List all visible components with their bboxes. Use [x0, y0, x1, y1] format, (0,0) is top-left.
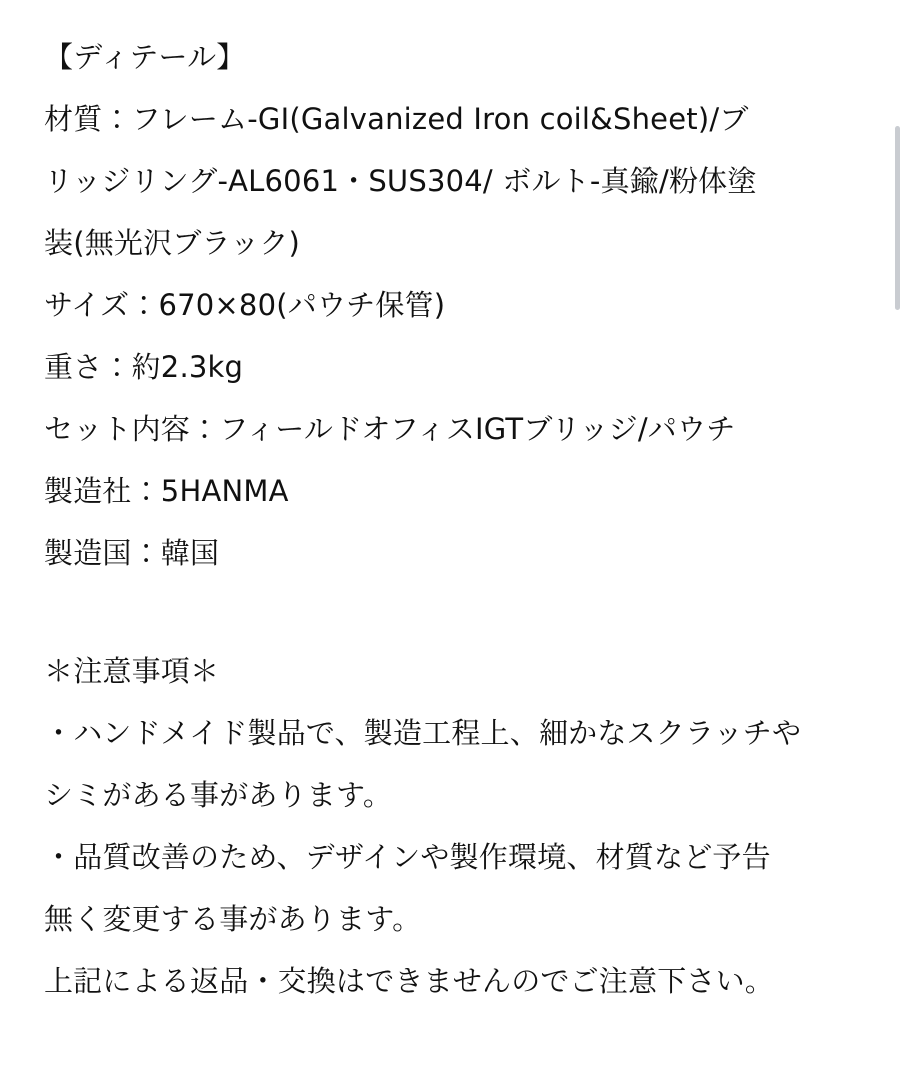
notice-line: シミがある事があります。	[44, 778, 393, 812]
notice-line: 無く変更する事があります。	[44, 902, 422, 936]
notice-line: ・品質改善のため、デザインや製作環境、材質など予告	[44, 840, 771, 874]
detail-line: 製造国：韓国	[44, 536, 220, 570]
detail-line: 材質：フレーム-GI(Galvanized Iron coil&Sheet)/ブ	[44, 102, 749, 136]
notice-heading: ＊注意事項＊	[44, 654, 220, 688]
notice-line: ・ハンドメイド製品で、製造工程上、細かなスクラッチや	[44, 716, 802, 750]
detail-line: リッジリング-AL6061・SUS304/ ボルト-真鍮/粉体塗	[44, 164, 757, 198]
detail-heading: 【ディテール】	[44, 40, 246, 74]
detail-line: 重さ：約2.3kg	[44, 350, 244, 384]
detail-line: 製造社：5HANMA	[44, 474, 289, 508]
section-gap	[44, 584, 860, 640]
scrollbar-thumb[interactable]	[895, 126, 900, 310]
detail-section	[44, 26, 860, 584]
notice-section	[44, 640, 860, 1012]
notice-line: 上記による返品・交換はできませんのでご注意下さい。	[44, 964, 775, 998]
detail-line: セット内容：フィールドオフィスIGTブリッジ/パウチ	[44, 412, 736, 446]
detail-line: サイズ：670×80(パウチ保管)	[44, 288, 446, 322]
detail-line: 装(無光沢ブラック)	[44, 226, 301, 260]
